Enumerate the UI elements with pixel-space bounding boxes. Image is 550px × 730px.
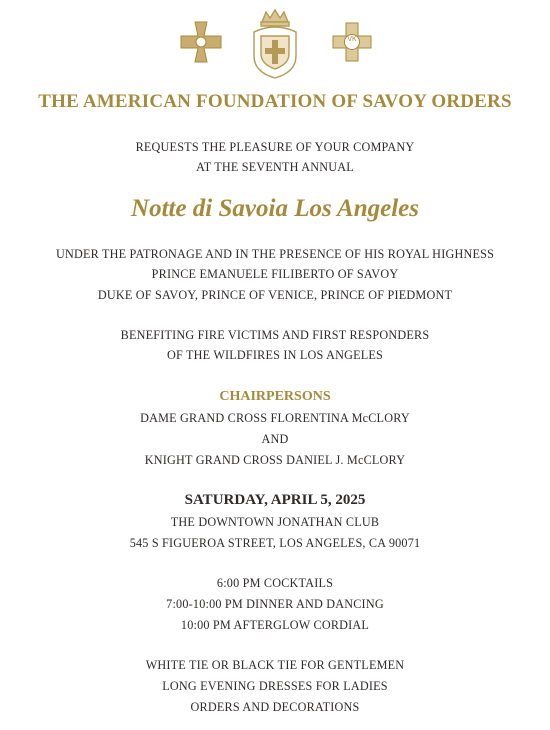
dress-code-line: WHITE TIE OR BLACK TIE FOR GENTLEMEN bbox=[145, 658, 405, 672]
dress-code-line: LONG EVENING DRESSES FOR LADIES bbox=[162, 679, 388, 693]
schedule-item: 7:00-10:00 PM DINNER AND DANCING bbox=[166, 597, 384, 611]
chairperson-line: DAME GRAND CROSS FLORENTINA McCLORY bbox=[140, 411, 410, 425]
patronage-line: PRINCE EMANUELE FILIBERTO OF SAVOY bbox=[151, 267, 399, 281]
chairpersons-heading: CHAIRPERSONS bbox=[219, 389, 331, 404]
dress-code-line: ORDERS AND DECORATIONS bbox=[190, 700, 360, 714]
savoy-crowned-coat-of-arms-icon bbox=[246, 8, 304, 82]
intro-line: AT THE SEVENTH ANNUAL bbox=[196, 160, 354, 174]
chairperson-line: KNIGHT GRAND CROSS DANIEL J. McCLORY bbox=[144, 453, 406, 467]
intro-line: REQUESTS THE PLEASURE OF YOUR COMPANY bbox=[135, 140, 415, 154]
benefit-line: OF THE WILDFIRES IN LOS ANGELES bbox=[167, 348, 383, 362]
schedule-item: 6:00 PM COCKTAILS bbox=[216, 576, 334, 590]
cross-of-merit-icon bbox=[330, 20, 374, 64]
savoy-cross-icon bbox=[177, 18, 225, 66]
schedule-item: 10:00 PM AFTERGLOW CORDIAL bbox=[180, 618, 370, 632]
benefit-line: BENEFITING FIRE VICTIMS AND FIRST RESPONDERS bbox=[120, 328, 430, 342]
emblem-initials: VK bbox=[347, 36, 357, 43]
event-name: Notte di Savoia Los Angeles bbox=[131, 195, 419, 222]
chairperson-line: AND bbox=[261, 432, 289, 446]
venue-name: THE DOWNTOWN JONATHAN CLUB bbox=[170, 515, 380, 529]
crest-row bbox=[0, 8, 550, 84]
foundation-title: THE AMERICAN FOUNDATION OF SAVOY ORDERS bbox=[38, 91, 512, 112]
event-date: SATURDAY, APRIL 5, 2025 bbox=[184, 492, 366, 508]
patronage-line: DUKE OF SAVOY, PRINCE OF VENICE, PRINCE OF PIEDMONT bbox=[97, 288, 453, 302]
patronage-line: UNDER THE PATRONAGE AND IN THE PRESENCE OF HIS ROYAL HIGHNESS bbox=[55, 247, 495, 261]
venue-address: 545 S FIGUEROA STREET, LOS ANGELES, CA 90071 bbox=[129, 536, 421, 550]
